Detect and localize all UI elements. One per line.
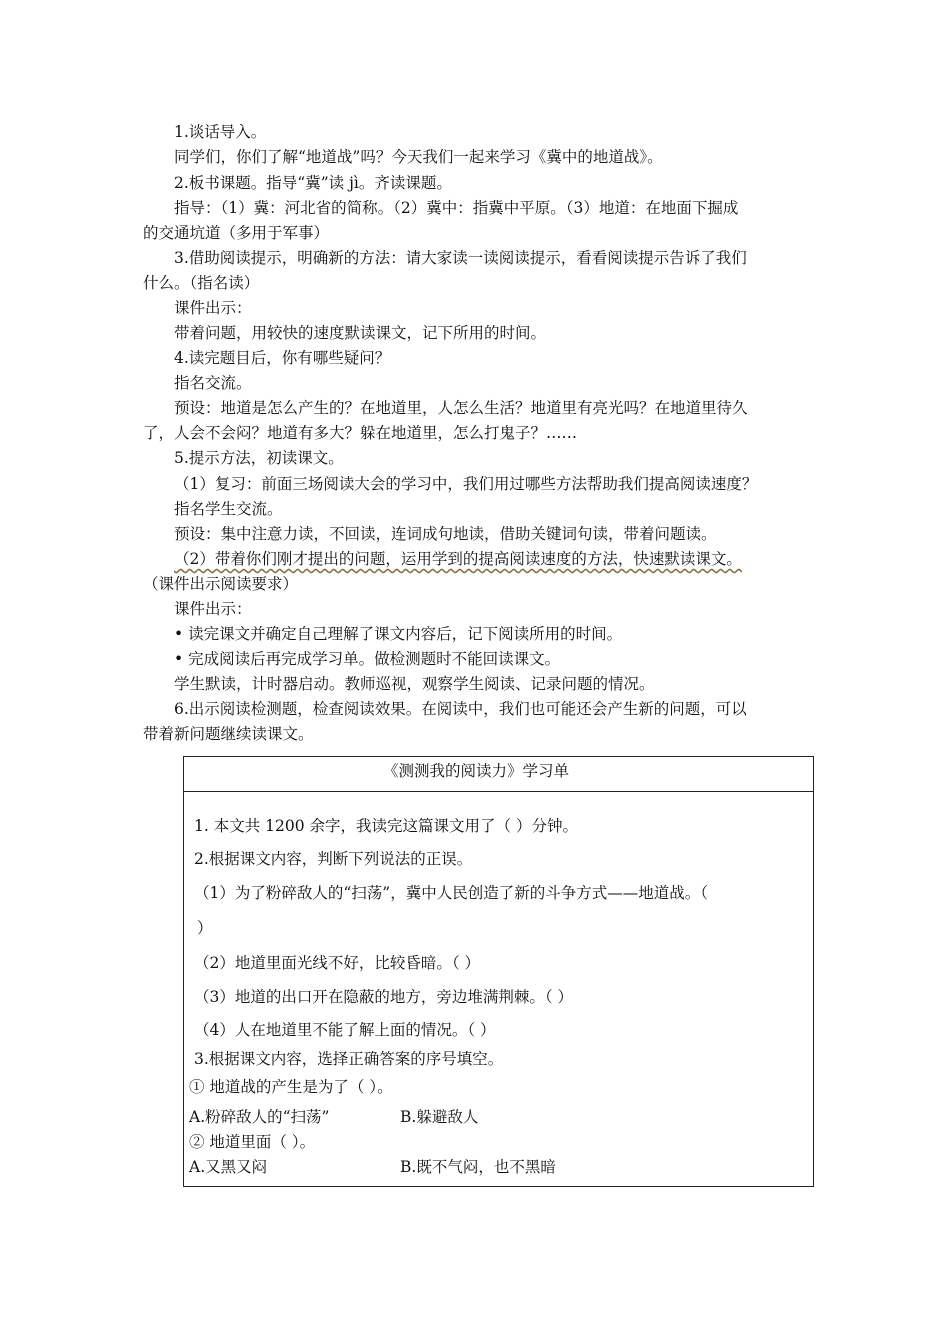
text-line: 预设：集中注意力读，不回读，连词成句地读，借助关键词句读，带着问题读。 — [174, 525, 717, 543]
worksheet-title: 《测测我的阅读力》学习单 — [383, 762, 570, 780]
text-line: 的交通坑道（多用于军事） — [143, 224, 330, 242]
text-line: 6.出示阅读检测题，检查阅读效果。在阅读中，我们也可能还会产生新的问题，可以 — [174, 700, 747, 718]
divider — [184, 791, 813, 792]
worksheet-line: ② 地道里面（ ）。 — [189, 1133, 316, 1151]
text-line: 带着问题，用较快的速度默读课文，记下所用的时间。 — [174, 324, 547, 342]
text-line: （1）复习：前面三场阅读大会的学习中，我们用过哪些方法帮助我们提高阅读速度？ — [174, 475, 758, 493]
text-line: 什么。（指名读） — [143, 274, 260, 292]
text-line: 2.板书课题。指导“冀”读 jì。齐读课题。 — [174, 174, 452, 192]
bullet-item: • 完成阅读后再完成学习单。做检测题时不能回读课文。 — [174, 650, 561, 668]
text-line: 指名学生交流。 — [174, 500, 283, 518]
bullet-item: • 读完课文并确定自己理解了课文内容后，记下阅读所用的时间。 — [174, 625, 623, 643]
text-line: 预设：地道是怎么产生的？在地道里，人怎么生活？地道里有亮光吗？在地道里待久 — [174, 399, 748, 417]
text-line: 指名交流。 — [174, 374, 252, 392]
text-line-underlined: （2）带着你们刚才提出的问题，运用学到的提高阅读速度的方法，快速默读课文。 — [174, 550, 742, 568]
text-line: 了，人会不会闷？地道有多大？躲在地道里，怎么打鬼子？…… — [143, 424, 578, 442]
option-a: A.粉碎敌人的“扫荡” — [189, 1108, 330, 1126]
text-line: 指导：（1）冀：河北省的简称。（2）冀中：指冀中平原。（3）地道：在地面下掘成 — [174, 199, 739, 217]
text-line: 同学们，你们了解“地道战”吗？今天我们一起来学习《冀中的地道战》。 — [174, 148, 663, 166]
worksheet-line: （4）人在地道里不能了解上面的情况。（ ） — [194, 1021, 496, 1039]
text-line: 3.借助阅读提示，明确新的方法：请大家读一读阅读提示，看看阅读提示告诉了我们 — [174, 249, 747, 267]
worksheet-line: 1. 本文共 1200 余字，我读完这篇课文用了（ ）分钟。 — [194, 817, 578, 835]
text-line: 4.读完题目后，你有哪些疑问？ — [174, 349, 391, 367]
option-b: B.既不气闷，也不黑暗 — [400, 1158, 556, 1176]
worksheet-line: ① 地道战的产生是为了（ ）。 — [189, 1078, 393, 1096]
worksheet-line: （2）地道里面光线不好，比较昏暗。（ ） — [194, 954, 481, 972]
worksheet-line: （3）地道的出口开在隐蔽的地方，旁边堆满荆棘。（ ） — [194, 988, 574, 1006]
worksheet-line: （1）为了粉碎敌人的“扫荡”，冀中人民创造了新的斗争方式——地道战。（ — [194, 884, 708, 902]
text-line: 1.谈话导入。 — [174, 123, 267, 141]
text-line: 课件出示： — [174, 600, 252, 618]
text-line: 5.提示方法，初读课文。 — [174, 449, 344, 467]
worksheet-line: 3.根据课文内容，选择正确答案的序号填空。 — [194, 1050, 504, 1068]
text-line: （课件出示阅读要求） — [143, 575, 299, 593]
option-a: A.又黑又闷 — [189, 1158, 268, 1176]
worksheet-line: 2.根据课文内容，判断下列说法的正误。 — [194, 850, 473, 868]
text-line: 课件出示： — [174, 299, 252, 317]
text-line: 带着新问题继续读课文。 — [143, 725, 314, 743]
worksheet-line: ） — [197, 919, 213, 937]
text-line: 学生默读，计时器启动。教师巡视，观察学生阅读、记录问题的情况。 — [174, 675, 655, 693]
option-b: B.躲避敌人 — [400, 1108, 479, 1126]
